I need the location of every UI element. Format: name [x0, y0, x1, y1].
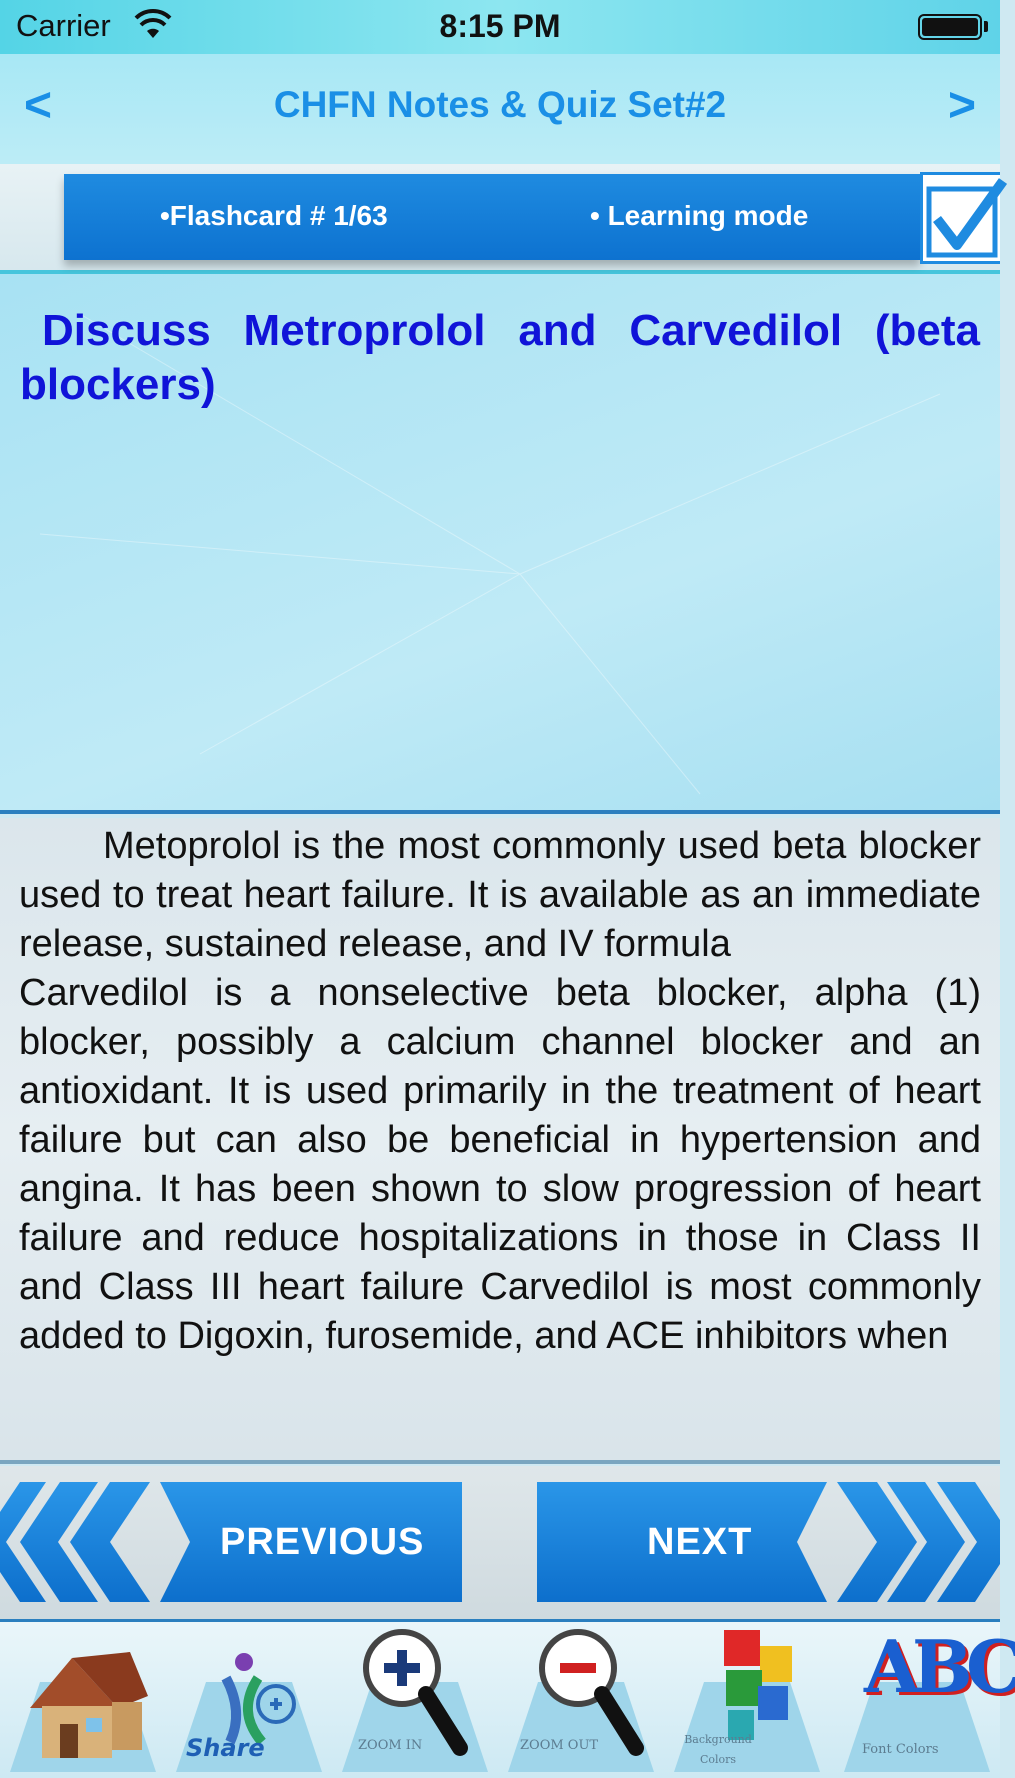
zoom-in-label: ZOOM IN: [358, 1738, 423, 1753]
home-button[interactable]: [0, 1622, 166, 1778]
next-button[interactable]: [537, 1482, 1000, 1602]
battery-tip: [984, 21, 988, 32]
back-arrow-button[interactable]: <: [24, 79, 53, 132]
battery-icon: [918, 14, 982, 40]
answer-paragraph-1: Metoprolol is the most commonly used beta blocker used to treat heart failure. It is available as an immediate release, sustained release, and IV formula: [19, 825, 981, 965]
abc-glyph: ABC: [864, 1624, 1015, 1709]
mode-label: • Learning mode: [590, 200, 809, 231]
zoom-out-label: ZOOM OUT: [520, 1738, 599, 1753]
clock: 8:15 PM: [439, 8, 561, 44]
bottom-toolbar: [0, 1622, 1015, 1778]
share-button[interactable]: [166, 1622, 332, 1778]
status-bar: [0, 0, 1000, 54]
page-title: CHFN Notes & Quiz Set#2: [273, 84, 727, 125]
zoom-in-icon: [332, 1622, 498, 1778]
answer-panel[interactable]: [0, 818, 1000, 1464]
background-colors-button[interactable]: [664, 1622, 830, 1778]
background-colors-label: Background Colors: [684, 1733, 752, 1766]
font-colors-label: Font Colors: [862, 1742, 939, 1757]
mark-checkbox[interactable]: [920, 172, 1000, 264]
carrier-label: Carrier: [16, 8, 111, 43]
question-panel: [0, 274, 1000, 814]
previous-label: PREVIOUS: [220, 1521, 425, 1563]
next-chevrons-icon: [537, 1482, 1000, 1602]
info-strip: [0, 164, 1000, 274]
answer-text: [19, 822, 981, 1361]
previous-button[interactable]: [0, 1482, 462, 1602]
zoom-out-button[interactable]: [498, 1622, 664, 1778]
question-text: Discuss Metroprolol and Carvedilol (beta blockers): [20, 306, 980, 409]
flashcard-counter: •Flashcard # 1/63: [160, 200, 388, 231]
info-banner: [64, 174, 920, 260]
font-colors-button[interactable]: [834, 1622, 1015, 1778]
forward-arrow-button[interactable]: >: [947, 79, 976, 132]
next-label: NEXT: [647, 1521, 753, 1563]
answer-paragraph-2: Carvedilol is a nonselective beta blocker, alpha (1) blocker, possibly a calcium channel blocker and an antioxidant. It is used primarily in the treatment of heart failure but can also be beneficial in hypertension and angina. It has been shown to slow progression of heart failure and reduce hospitalizations in those in Class II and Class III heart failure Carvedilol is most commonly added to Digoxin, furosemide, and ACE inhibitors when: [19, 972, 981, 1357]
checkmark-icon: [923, 175, 1003, 267]
navigation-buttons: [0, 1466, 1000, 1622]
home-icon: [0, 1622, 166, 1778]
share-label: Share: [186, 1734, 265, 1762]
zoom-in-button[interactable]: [332, 1622, 498, 1778]
navigation-bar: [0, 54, 1000, 164]
zoom-out-icon: [498, 1622, 664, 1778]
